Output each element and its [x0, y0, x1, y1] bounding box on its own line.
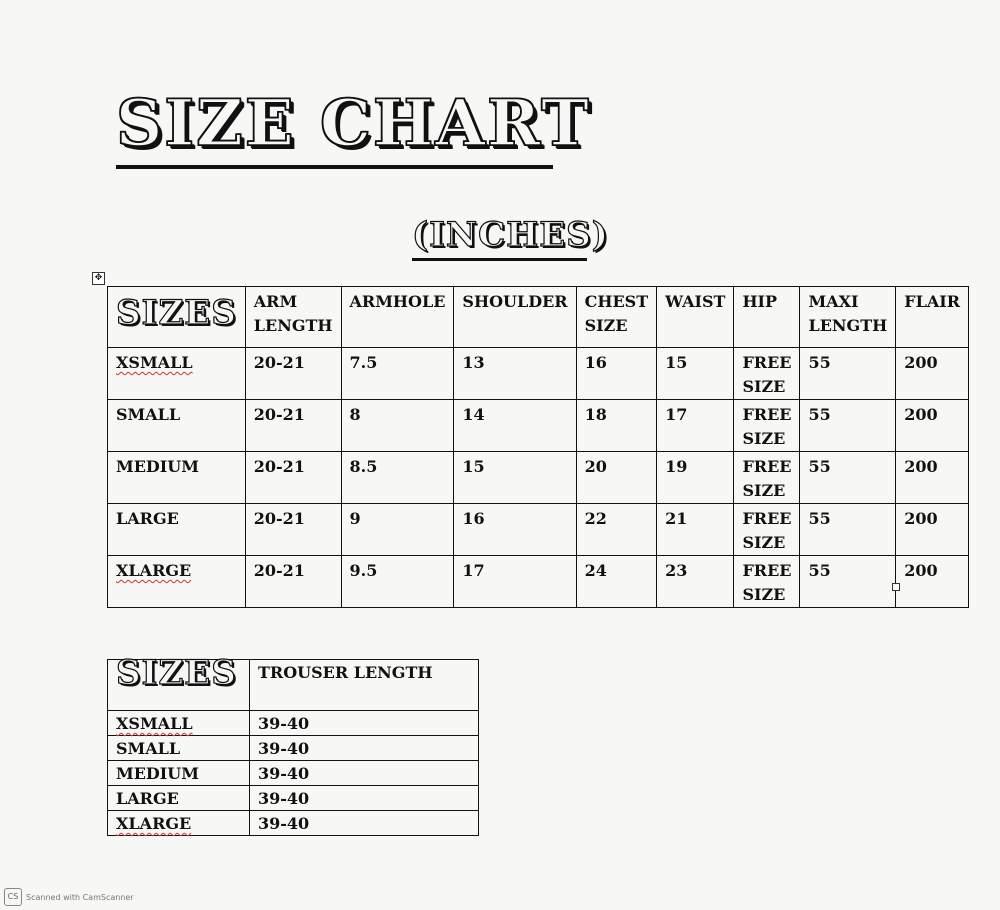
header-sizes: SIZES [108, 660, 250, 711]
table-row [108, 786, 479, 811]
cell-shoulder: 13 [454, 348, 576, 400]
cell-size: XLARGE [108, 811, 250, 836]
cell-size: XLARGE [108, 556, 246, 608]
cell-shoulder: 14 [454, 400, 576, 452]
cell-armhole: 9.5 [341, 556, 454, 608]
cell-hip: FREE SIZE [734, 348, 800, 400]
cell-maxi-length: 55 [800, 556, 896, 608]
table-row [108, 711, 479, 736]
cell-maxi-length: 55 [800, 348, 896, 400]
cell-size: SMALL [108, 400, 246, 452]
header-trouser-length: TROUSER LENGTH [250, 660, 479, 711]
cell-hip: FREE SIZE [734, 556, 800, 608]
cell-trouser-length: 39-40 [250, 711, 479, 736]
cell-maxi-length: 55 [800, 504, 896, 556]
camscanner-logo-icon: CS [4, 888, 22, 906]
cell-flair: 200 [896, 348, 969, 400]
cell-arm-length: 20-21 [245, 400, 341, 452]
header-arm-length: ARM LENGTH [245, 287, 341, 348]
cell-arm-length: 20-21 [245, 504, 341, 556]
page-title: SIZE CHART [116, 86, 591, 161]
watermark-text: Scanned with CamScanner [26, 892, 134, 902]
table-row [108, 452, 969, 504]
cell-flair: 200 [896, 452, 969, 504]
cell-chest-size: 18 [576, 400, 657, 452]
cell-waist: 19 [657, 452, 734, 504]
table-header-row [108, 660, 479, 711]
table-row [108, 400, 969, 452]
cell-flair: 200 [896, 400, 969, 452]
cell-arm-length: 20-21 [245, 556, 341, 608]
cell-chest-size: 16 [576, 348, 657, 400]
cell-chest-size: 22 [576, 504, 657, 556]
cell-shoulder: 16 [454, 504, 576, 556]
cell-waist: 21 [657, 504, 734, 556]
subtitle-underline [412, 258, 587, 261]
cell-arm-length: 20-21 [245, 348, 341, 400]
table-move-handle-icon[interactable]: ✥ [92, 272, 105, 285]
cell-trouser-length: 39-40 [250, 736, 479, 761]
cell-hip: FREE SIZE [734, 504, 800, 556]
header-armhole: ARMHOLE [341, 287, 454, 348]
cell-arm-length: 20-21 [245, 452, 341, 504]
cell-trouser-length: 39-40 [250, 786, 479, 811]
cell-size: SMALL [108, 736, 250, 761]
cell-trouser-length: 39-40 [250, 761, 479, 786]
page-subtitle: (INCHES) [412, 215, 609, 255]
table-header-row [108, 287, 969, 348]
header-shoulder: SHOULDER [454, 287, 576, 348]
cell-armhole: 7.5 [341, 348, 454, 400]
cell-chest-size: 24 [576, 556, 657, 608]
cell-size: XSMALL [108, 348, 246, 400]
table-row [108, 504, 969, 556]
table-row [108, 348, 969, 400]
cell-hip: FREE SIZE [734, 452, 800, 504]
cell-armhole: 8 [341, 400, 454, 452]
cell-size: MEDIUM [108, 452, 246, 504]
scanner-watermark [4, 888, 134, 906]
table-row [108, 811, 479, 836]
cell-size: MEDIUM [108, 761, 250, 786]
cell-hip: FREE SIZE [734, 400, 800, 452]
table-resize-handle-icon[interactable] [892, 583, 900, 591]
header-chest-size: CHEST SIZE [576, 287, 657, 348]
cell-chest-size: 20 [576, 452, 657, 504]
cell-armhole: 9 [341, 504, 454, 556]
cell-size: LARGE [108, 786, 250, 811]
cell-shoulder: 15 [454, 452, 576, 504]
cell-trouser-length: 39-40 [250, 811, 479, 836]
cell-size: XSMALL [108, 711, 250, 736]
cell-flair: 200 [896, 504, 969, 556]
cell-flair: 200 [896, 556, 969, 608]
header-flair: FLAIR [896, 287, 969, 348]
cell-maxi-length: 55 [800, 400, 896, 452]
cell-shoulder: 17 [454, 556, 576, 608]
title-underline [116, 165, 553, 169]
size-chart-table [107, 286, 969, 608]
header-hip: HIP [734, 287, 800, 348]
cell-maxi-length: 55 [800, 452, 896, 504]
table-row [108, 761, 479, 786]
cell-waist: 15 [657, 348, 734, 400]
cell-waist: 23 [657, 556, 734, 608]
table-row [108, 736, 479, 761]
header-maxi-length: MAXI LENGTH [800, 287, 896, 348]
header-sizes: SIZES [108, 287, 246, 348]
cell-size: LARGE [108, 504, 246, 556]
table-row [108, 556, 969, 608]
cell-waist: 17 [657, 400, 734, 452]
header-waist: WAIST [657, 287, 734, 348]
cell-armhole: 8.5 [341, 452, 454, 504]
trouser-length-table [107, 653, 479, 836]
